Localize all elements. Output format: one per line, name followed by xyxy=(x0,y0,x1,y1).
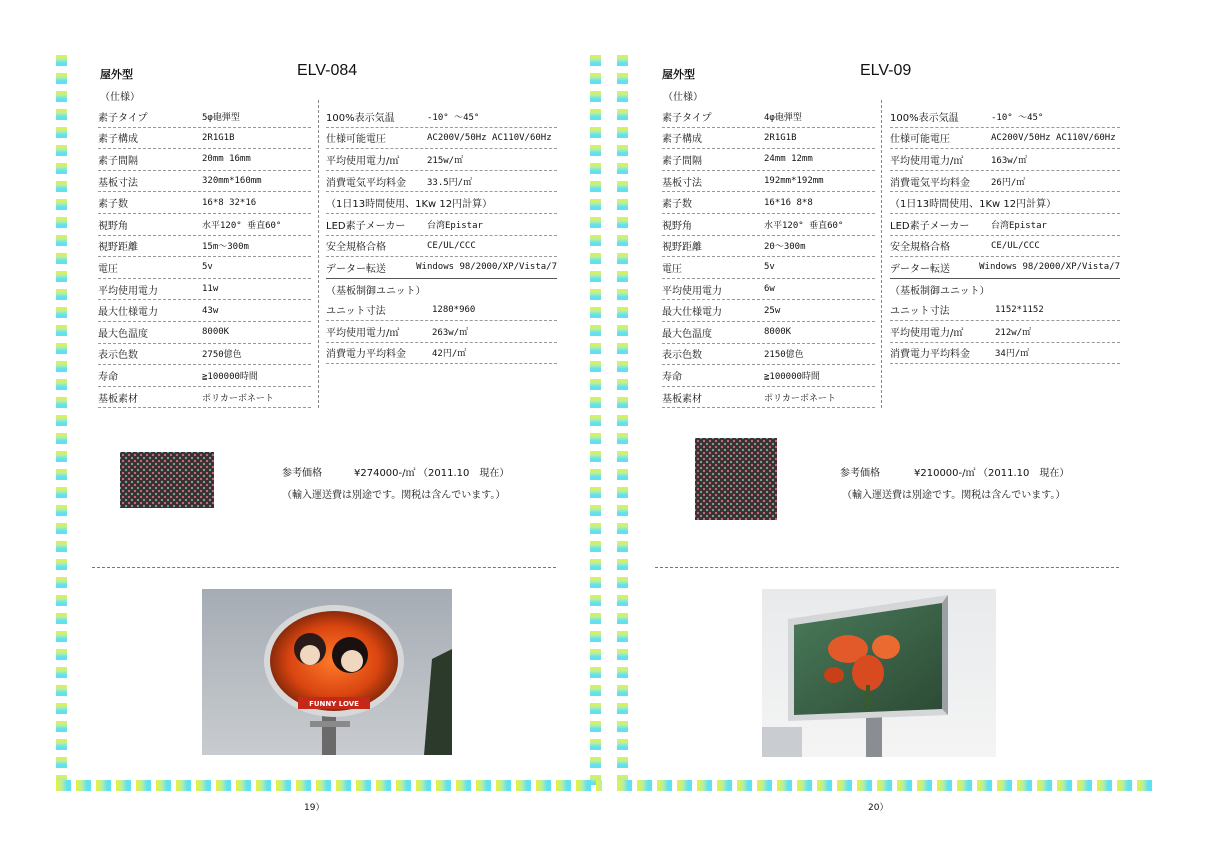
spec-row xyxy=(890,343,1120,365)
calc-note xyxy=(890,192,1120,214)
spec-value: -10° 〜45° xyxy=(991,112,1044,123)
spec-label: 最大色温度 xyxy=(98,328,148,340)
spec-row xyxy=(890,236,1120,258)
spec-row xyxy=(98,106,311,128)
spec-value: 25w xyxy=(764,305,781,316)
spec-label: 平均使用電力 xyxy=(662,285,722,297)
led-module-sample-image xyxy=(120,452,214,508)
spec-value: 11w xyxy=(202,284,219,295)
spec-row xyxy=(890,257,1120,279)
spec-value: 2R1G1B xyxy=(764,132,797,143)
calc-note xyxy=(326,192,557,214)
spec-row xyxy=(98,192,311,214)
spec-label: 視野距離 xyxy=(98,242,138,254)
spec-label: 素子間隔 xyxy=(662,155,702,167)
spec-label: 視野距離 xyxy=(662,242,702,254)
spec-label: 仕様可能電圧 xyxy=(326,134,386,146)
spec-label: データー転送 xyxy=(326,263,386,275)
spec-label: 視野角 xyxy=(98,220,128,232)
spec-row xyxy=(98,344,311,366)
spec-value: 台湾Epistar xyxy=(991,220,1047,231)
spec-value: AC200V/50Hz AC110V/60Hz xyxy=(427,132,552,143)
spec-row xyxy=(98,149,311,171)
spec-row xyxy=(662,106,875,128)
spec-row xyxy=(890,128,1120,150)
page-number: 20） xyxy=(868,803,889,813)
spec-row xyxy=(98,300,311,322)
spec-label: ユニット寸法 xyxy=(890,306,950,318)
column-divider xyxy=(881,100,882,408)
spec-value: 163w/㎡ xyxy=(991,155,1028,166)
spec-row xyxy=(662,387,875,409)
spec-label: 寿命 xyxy=(662,371,682,383)
decorative-border-right xyxy=(590,55,601,785)
price-line xyxy=(282,464,509,479)
spec-label: ユニット寸法 xyxy=(326,306,386,318)
spec-row xyxy=(98,128,311,150)
billboard-photo xyxy=(762,589,996,757)
spec-label: 表示色数 xyxy=(98,350,138,362)
spec-row xyxy=(98,322,311,344)
spec-label: 安全規格合格 xyxy=(890,242,950,254)
spec-value: 212w/㎡ xyxy=(995,327,1032,338)
spec-row xyxy=(662,344,875,366)
spec-heading: （仕様） xyxy=(100,92,140,103)
spec-value: 263w/㎡ xyxy=(432,327,469,338)
spec-label: 安全規格合格 xyxy=(326,242,386,254)
spec-label: 視野角 xyxy=(662,220,692,232)
unit-heading xyxy=(890,279,1120,300)
section-separator xyxy=(655,567,1119,568)
spec-value: ポリカーボネート xyxy=(764,393,836,404)
spec-label: データー転送 xyxy=(890,263,950,275)
spec-value: AC200V/50Hz AC110V/60Hz xyxy=(991,132,1116,143)
spec-table-right xyxy=(326,106,557,364)
spec-row xyxy=(326,299,557,321)
spec-row xyxy=(326,128,557,150)
spec-label: 寿命 xyxy=(98,371,118,383)
spec-value: ≧100000時間 xyxy=(202,371,258,382)
spec-value: 320mm*160mm xyxy=(202,176,262,187)
spec-row xyxy=(662,236,875,258)
spec-row xyxy=(326,171,557,193)
spec-value: ≧100000時間 xyxy=(764,371,820,382)
spec-table-right xyxy=(890,106,1120,364)
page-19 xyxy=(0,0,602,864)
spec-row xyxy=(662,365,875,387)
spec-label: 素子数 xyxy=(662,199,692,211)
unit-heading-text: （基板制御ユニット） xyxy=(890,285,990,297)
spec-value: 5φ砲弾型 xyxy=(202,112,240,123)
spec-row xyxy=(326,321,557,343)
spec-label: 素子構成 xyxy=(98,134,138,146)
spec-label: 電圧 xyxy=(98,263,118,275)
spec-row xyxy=(98,365,311,387)
page-number: 19） xyxy=(304,803,325,813)
spec-heading: （仕様） xyxy=(663,92,703,103)
spec-row xyxy=(98,236,311,258)
spec-label: LED素子メーカー xyxy=(326,220,406,232)
spec-value: 2R1G1B xyxy=(202,132,235,143)
price-note: （輸入運送費は別途です。関税は含んでいます。） xyxy=(282,490,506,501)
page-20 xyxy=(602,0,1204,864)
spec-value: CE/UL/CCC xyxy=(991,240,1040,251)
spec-row xyxy=(662,300,875,322)
spec-label: 平均使用電力/㎡ xyxy=(326,327,400,339)
spec-value: 1152*1152 xyxy=(995,304,1044,315)
spec-label: 電圧 xyxy=(662,263,682,275)
unit-heading-text: （基板制御ユニット） xyxy=(326,285,426,297)
spec-row xyxy=(326,257,557,279)
type-label: 屋外型 xyxy=(662,68,695,81)
billboard-photo xyxy=(202,589,452,755)
decorative-border-left xyxy=(56,55,67,785)
decorative-border-bottom xyxy=(56,780,602,791)
spec-row xyxy=(662,257,875,279)
price-value: ¥274000-/㎡ xyxy=(354,468,416,479)
price-date: （2011.10 現在） xyxy=(978,468,1070,479)
type-label: 屋外型 xyxy=(100,68,133,81)
spec-row xyxy=(662,149,875,171)
spec-value: 20mm 16mm xyxy=(202,154,251,165)
spec-row xyxy=(890,299,1120,321)
spec-row xyxy=(662,128,875,150)
column-divider xyxy=(318,100,319,408)
spec-value: 42円/㎡ xyxy=(432,349,467,360)
spec-label: 100%表示気温 xyxy=(326,112,395,124)
spec-value: 215w/㎡ xyxy=(427,155,464,166)
spec-row xyxy=(662,171,875,193)
spec-value: 16*16 8*8 xyxy=(764,197,813,208)
decorative-border-left xyxy=(617,55,628,785)
spec-label: 消費電力平均料金 xyxy=(890,349,970,361)
price-value: ¥210000-/㎡ xyxy=(914,468,976,479)
spec-value: 台湾Epistar xyxy=(427,220,483,231)
spec-row xyxy=(98,279,311,301)
spec-label: 消費電気平均料金 xyxy=(890,177,970,189)
price-date: （2011.10 現在） xyxy=(418,468,510,479)
spec-row xyxy=(326,343,557,365)
spec-label: 平均使用電力/㎡ xyxy=(890,155,964,167)
spec-label: 基板素材 xyxy=(98,393,138,405)
spec-value: 5v xyxy=(764,262,775,273)
spec-value: 4φ砲弾型 xyxy=(764,112,802,123)
spec-row xyxy=(98,387,311,409)
model-title: ELV-09 xyxy=(860,62,912,79)
spec-row xyxy=(326,106,557,128)
spec-label: 最大仕様電力 xyxy=(98,307,158,319)
spec-value: 34円/㎡ xyxy=(995,349,1030,360)
spec-label: 基板寸法 xyxy=(662,177,702,189)
spec-value: 24mm 12mm xyxy=(764,154,813,165)
calc-note-text: （1日13時間使用、1Kw 12円計算） xyxy=(326,199,493,211)
spec-label: LED素子メーカー xyxy=(890,220,970,232)
spec-value: 20〜300m xyxy=(764,242,806,253)
spec-row xyxy=(662,322,875,344)
spec-label: 消費電力平均料金 xyxy=(326,349,406,361)
spec-label: 最大仕様電力 xyxy=(662,307,722,319)
spec-label: 仕様可能電圧 xyxy=(890,134,950,146)
spec-value: 8000K xyxy=(764,327,792,338)
spec-value: CE/UL/CCC xyxy=(427,240,476,251)
spec-value: 6w xyxy=(764,284,775,295)
spec-row xyxy=(98,171,311,193)
spec-row xyxy=(326,214,557,236)
spec-row xyxy=(890,171,1120,193)
model-title: ELV-084 xyxy=(297,62,358,79)
spec-label: 100%表示気温 xyxy=(890,112,959,124)
spec-value: 2750億色 xyxy=(202,350,242,361)
billboard-illustration xyxy=(762,589,996,757)
section-separator xyxy=(92,567,556,568)
billboard-text: FUNNY LOVE xyxy=(309,700,359,708)
spec-row xyxy=(890,106,1120,128)
spec-label: 平均使用電力/㎡ xyxy=(890,327,964,339)
spec-value: 水平120° 垂直60° xyxy=(202,220,282,231)
spec-value: 16*8 32*16 xyxy=(202,197,257,208)
spec-value: ポリカーボネート xyxy=(202,393,274,404)
spec-value: 15m〜300m xyxy=(202,242,249,253)
spec-value: 33.5円/㎡ xyxy=(427,177,473,188)
spec-row xyxy=(662,279,875,301)
spec-value: 43w xyxy=(202,305,219,316)
spec-row xyxy=(326,236,557,258)
spec-value: 5v xyxy=(202,262,213,273)
spec-label: 基板素材 xyxy=(662,393,702,405)
spec-row xyxy=(98,214,311,236)
spec-label: 基板寸法 xyxy=(98,177,138,189)
price-label: 参考価格 xyxy=(840,468,880,479)
spec-label: 素子タイプ xyxy=(98,112,148,124)
spec-label: 最大色温度 xyxy=(662,328,712,340)
spec-value: Windows 98/2000/XP/Vista/7 xyxy=(979,262,1120,273)
spec-row xyxy=(890,214,1120,236)
led-module-sample-image xyxy=(695,438,777,520)
decorative-border-bottom xyxy=(617,780,1157,791)
spec-value: 2150億色 xyxy=(764,350,804,361)
spec-value: 8000K xyxy=(202,327,230,338)
spec-label: 素子数 xyxy=(98,199,128,211)
price-note: （輸入運送費は別途です。関税は含んでいます。） xyxy=(842,490,1066,501)
spec-label: 平均使用電力/㎡ xyxy=(326,155,400,167)
spec-value: -10° 〜45° xyxy=(427,112,480,123)
spec-value: 26円/㎡ xyxy=(991,177,1026,188)
unit-heading xyxy=(326,279,557,300)
spec-value: 水平120° 垂直60° xyxy=(764,220,844,231)
spec-value: Windows 98/2000/XP/Vista/7 xyxy=(416,262,557,273)
price-label: 参考価格 xyxy=(282,468,322,479)
spec-row xyxy=(326,149,557,171)
spec-label: 素子タイプ xyxy=(662,112,712,124)
spec-table-left xyxy=(662,106,875,408)
spec-label: 平均使用電力 xyxy=(98,285,158,297)
spec-value: 1280*960 xyxy=(432,304,476,315)
spec-value: 192mm*192mm xyxy=(764,176,824,187)
calc-note-text: （1日13時間使用、1Kw 12円計算） xyxy=(890,199,1057,211)
spec-label: 表示色数 xyxy=(662,350,702,362)
spec-row xyxy=(662,214,875,236)
spec-row xyxy=(98,257,311,279)
spec-table-left xyxy=(98,106,311,408)
price-line xyxy=(840,464,1069,479)
spec-label: 素子間隔 xyxy=(98,155,138,167)
spec-row xyxy=(662,192,875,214)
spec-row xyxy=(890,321,1120,343)
spec-label: 素子構成 xyxy=(662,134,702,146)
spec-row xyxy=(890,149,1120,171)
spec-label: 消費電気平均料金 xyxy=(326,177,406,189)
billboard-illustration xyxy=(202,589,452,755)
